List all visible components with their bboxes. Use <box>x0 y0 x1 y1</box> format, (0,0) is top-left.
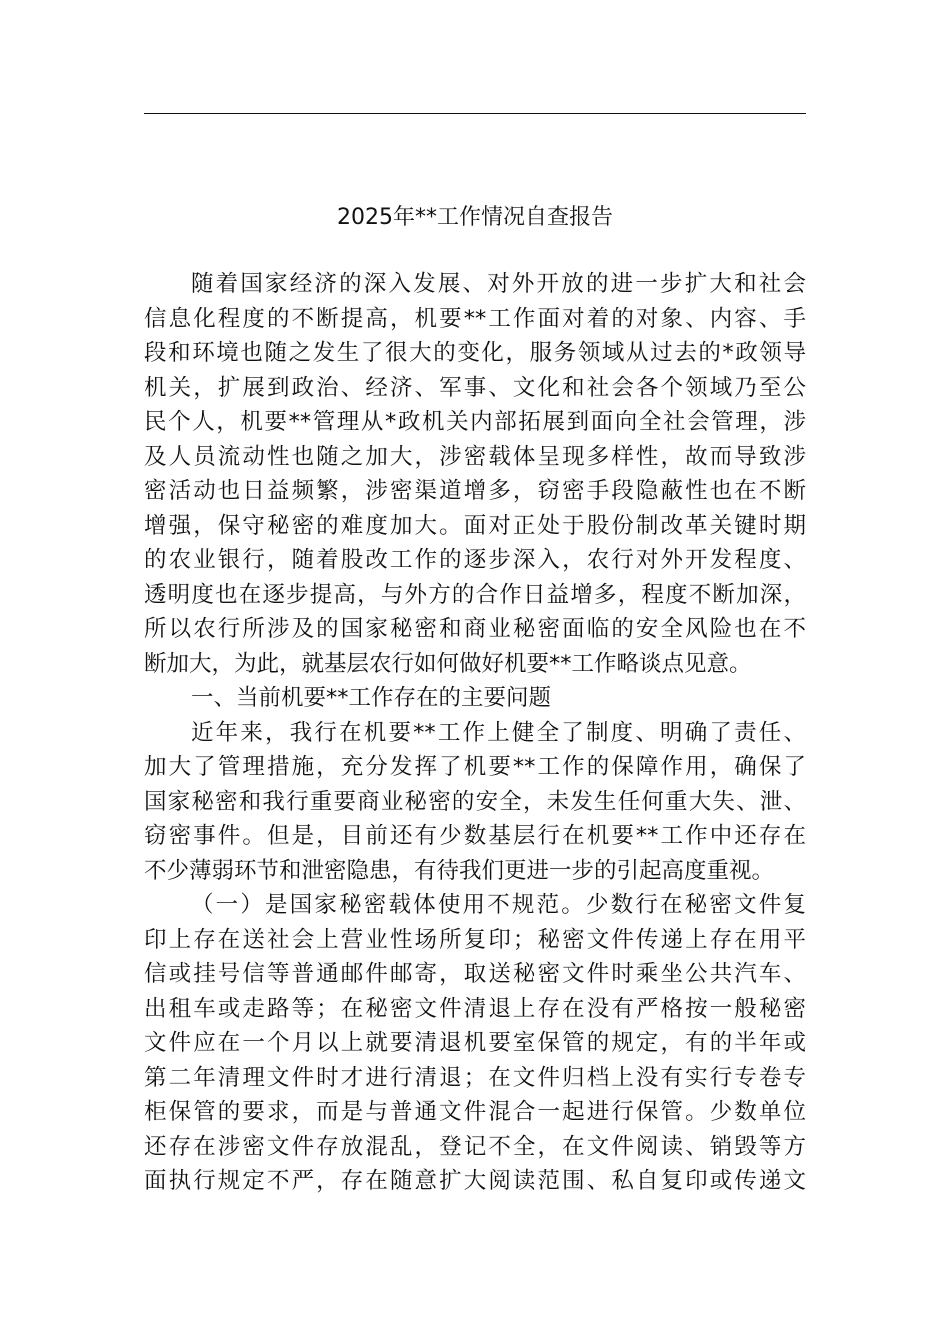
section-heading: 一、当前机要**工作存在的主要问题 <box>191 685 552 711</box>
text-line: 窃密事件。但是，目前还有少数基层行在机要**工作中还存在 <box>144 823 806 849</box>
text-line: 透明度也在逐步提高，与外方的合作日益增多，程度不断加深， <box>144 581 806 608</box>
text-line: 所以农行所涉及的国家秘密和商业秘密面临的安全风险也在不 <box>144 616 806 642</box>
text-line: 文件应在一个月以上就要清退机要室保管的规定，有的半年或 <box>144 1030 806 1056</box>
text-line: 国家秘密和我行重要商业秘密的安全，未发生任何重大失、泄、 <box>144 788 806 815</box>
text-line: 随着国家经济的深入发展、对外开放的进一步扩大和社会 <box>191 271 806 297</box>
text-line: 出租车或走路等；在秘密文件清退上存在没有严格按一般秘密 <box>144 995 806 1022</box>
text-line: 机关，扩展到政治、经济、军事、文化和社会各个领域乃至公 <box>144 374 806 401</box>
text-line: 不少薄弱环节和泄密隐患，有待我们更进一步的引起高度重视。 <box>144 857 775 884</box>
text-line: 段和环境也随之发生了很大的变化，服务领域从过去的*政领导 <box>144 340 806 366</box>
text-line: 还存在涉密文件存放混乱，登记不全，在文件阅读、销毁等方 <box>144 1133 806 1160</box>
text-line: 民个人，机要**管理从*政机关内部拓展到面向全社会管理，涉 <box>144 409 806 435</box>
text-line: 加大了管理措施，充分发挥了机要**工作的保障作用，确保了 <box>144 754 806 780</box>
text-line: 断加大，为此，就基层农行如何做好机要**工作略谈点见意。 <box>144 650 752 677</box>
text-line: 柜保管的要求，而是与普通文件混合一起进行保管。少数单位 <box>144 1099 806 1125</box>
text-line: 面执行规定不严，存在随意扩大阅读范围、私自复印或传递文 <box>144 1168 806 1194</box>
text-line: 信或挂号信等普通邮件邮寄，取送秘密文件时乘坐公共汽车、 <box>144 961 806 987</box>
document-title: 2025年**工作情况自查报告 <box>337 205 613 230</box>
text-line: 信息化程度的不断提高，机要**工作面对着的对象、内容、手 <box>144 305 806 332</box>
text-line: 第二年清理文件时才进行清退；在文件归档上没有实行专卷专 <box>144 1064 806 1091</box>
text-line: 增强，保守秘密的难度加大。面对正处于股份制改革关键时期 <box>144 512 806 539</box>
text-line: 的农业银行，随着股改工作的逐步深入，农行对外开发程度、 <box>144 547 806 573</box>
text-line: （一）是国家秘密载体使用不规范。少数行在秘密文件复 <box>191 892 806 918</box>
text-line: 近年来，我行在机要**工作上健全了制度、明确了责任、 <box>191 719 806 746</box>
document-body <box>144 267 806 1199</box>
text-line: 密活动也日益频繁，涉密渠道增多，窃密手段隐蔽性也在不断 <box>144 478 806 504</box>
text-line: 及人员流动性也随之加大，涉密载体呈现多样性，故而导致涉 <box>144 443 806 470</box>
text-line: 印上存在送社会上营业性场所复印；秘密文件传递上存在用平 <box>144 926 806 953</box>
header-rule <box>144 113 806 114</box>
